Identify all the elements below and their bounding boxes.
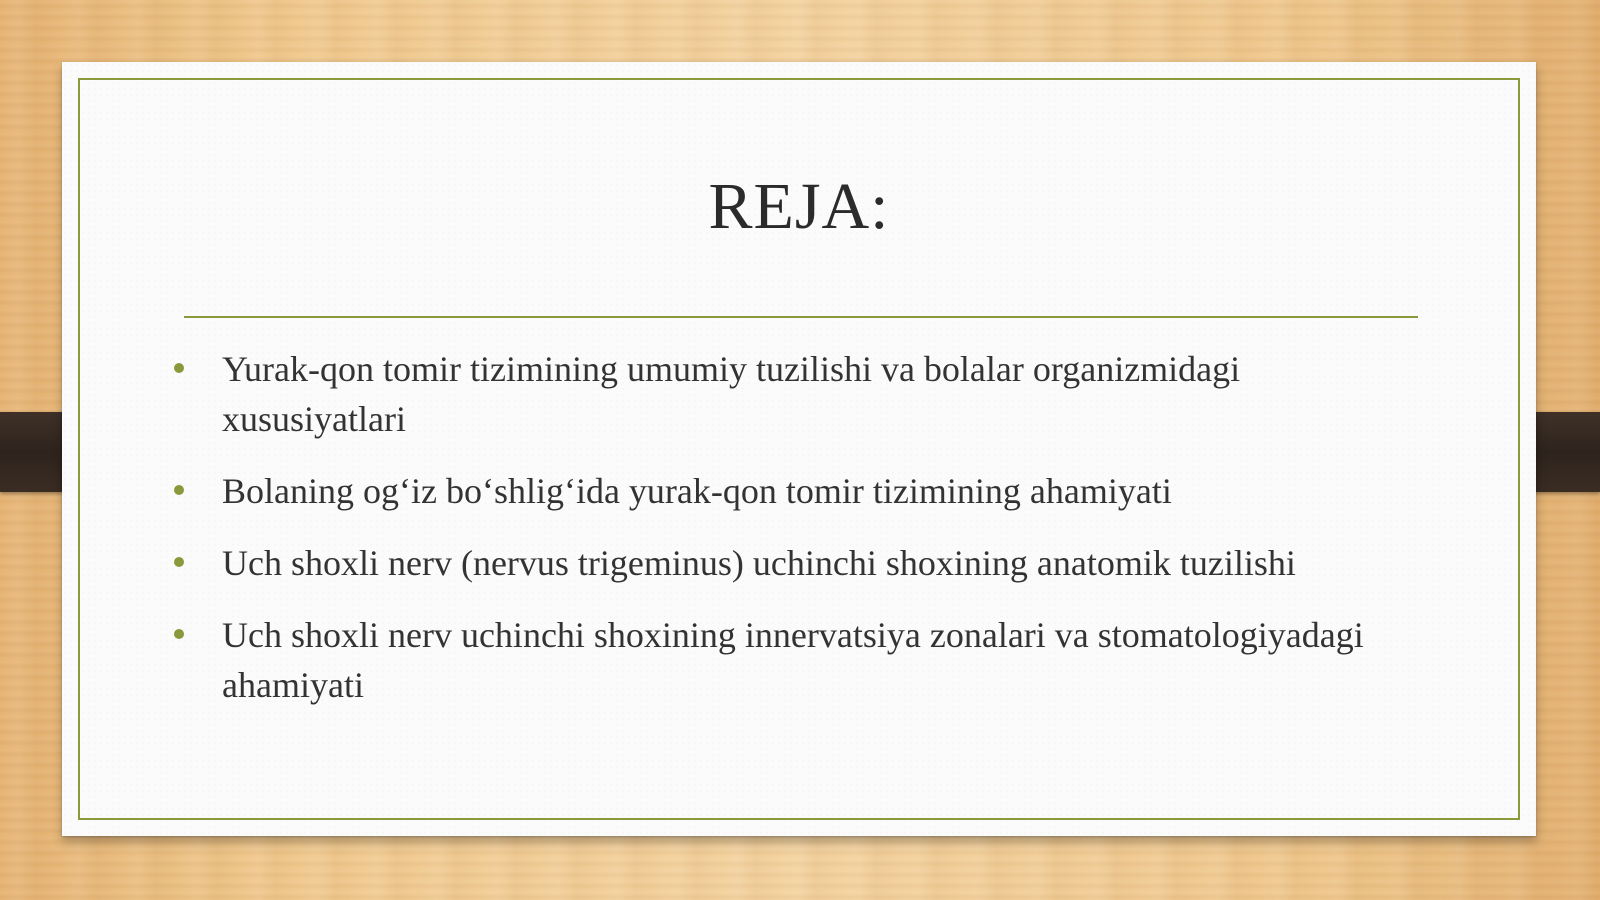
bullet-item <box>170 538 1430 588</box>
bullet-text: Bolaning og‘iz bo‘shlig‘ida yurak-qon tomir tizimining ahamiyati <box>222 471 1172 511</box>
slide-card <box>62 62 1536 836</box>
bullet-dot-icon <box>174 557 184 567</box>
slide-title: REJA: <box>708 170 890 243</box>
bullet-text: Uch shoxli nerv uchinchi shoxining innervatsiya zonalari va stomatologiyadagi ahamiyati <box>222 615 1364 705</box>
bullet-dot-icon <box>174 363 184 373</box>
bullet-dot-icon <box>174 485 184 495</box>
bullet-text: Yurak-qon tomir tizimining umumiy tuzilishi va bolalar organizmidagi xususiyatlari <box>222 349 1241 439</box>
bullet-item <box>170 610 1430 710</box>
bullet-item <box>170 466 1430 516</box>
bullet-text: Uch shoxli nerv (nervus trigeminus) uchinchi shoxining anatomik tuzilishi <box>222 543 1296 583</box>
bullet-list <box>170 344 1430 732</box>
bullet-dot-icon <box>174 629 184 639</box>
title-divider <box>184 316 1418 318</box>
bullet-item <box>170 344 1430 444</box>
